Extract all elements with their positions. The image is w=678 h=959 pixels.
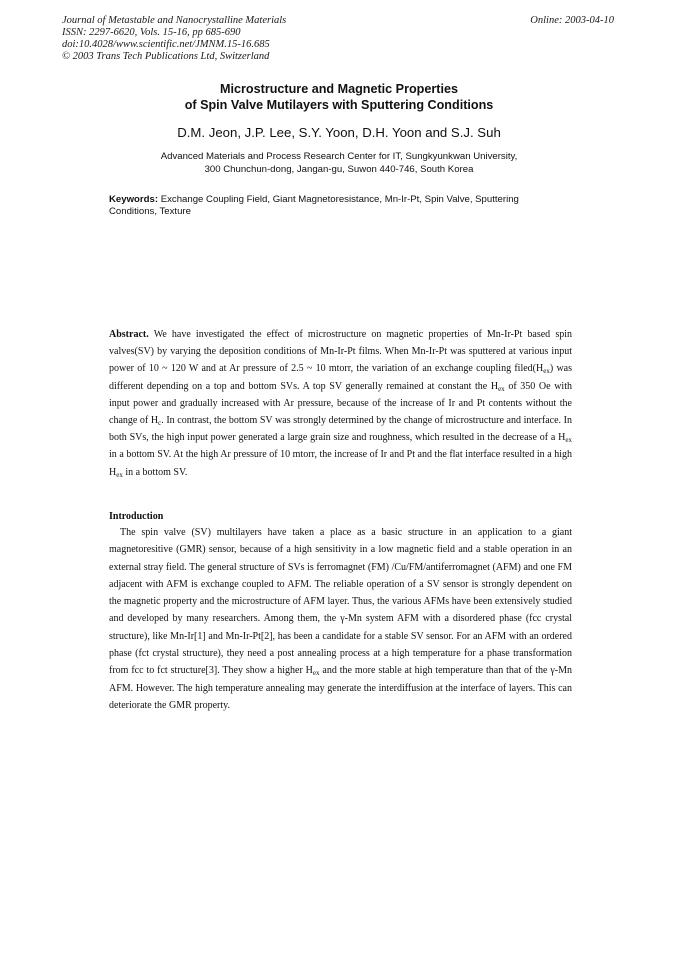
subscript-ex: ex [498,384,505,393]
abstract-text-4: . In contrast, the bottom SV was strongly determined by the change of microstructure and interface. In both SVs, the high input power generated a large grain size and roughness, which resulted in the decrease of a H [109,415,572,444]
copyright-line: © 2003 Trans Tech Publications Ltd, Switzerland [62,51,270,62]
paper-title [0,82,678,113]
introduction-body [109,524,572,714]
keywords [109,194,569,219]
affiliation [0,151,678,176]
author-list: D.M. Jeon, J.P. Lee, S.Y. Yoon, D.H. Yoon and S.J. Suh [177,125,501,140]
abstract-text-3: of 350 Oe with input power and gradually increased with Ar pressure, because of the increase of Ir and Pt contents without the change of H [109,380,572,427]
abstract-text-5: in a bottom SV. At the high Ar pressure of 10 mtorr, the increase of Ir and Pt and the flat interface resulted in a high H [109,449,572,478]
abstract-text-2: ) was different depending on a top and bottom SVs. A top SV generally remained at constant the H [109,363,572,392]
affiliation-line-1: Advanced Materials and Process Research Center for IT, Sungkyunkwan University, [160,151,518,162]
affiliation-line-2: 300 Chunchun-dong, Jangan-gu, Suwon 440-746, South Korea [204,163,474,175]
intro-text-2: and the more stable at high temperature than that of the γ-Mn AFM. However. The high temperature annealing may generate the interdiffusion at the interface of layers. This can deteriorate the GMR property. [109,665,572,711]
title-line-1: Microstructure and Magnetic Properties [220,82,458,96]
keywords-text: Exchange Coupling Field, Giant Magnetoresistance, Mn-Ir-Pt, Spin Valve, Sputtering Conditions, Texture [109,194,519,218]
issn-line: ISSN: 2297-6620, Vols. 15-16, pp 685-690 [62,27,241,38]
intro-text-1: The spin valve (SV) multilayers have taken a place as a basic structure in an application to a giant magnetoresitive (GMR) sensor, because of a high sensitivity in a low magnetic field and a stable operation in an external stray field. The general structure of SVs is ferromagnet (FM) /Cu/FM/antiferromagnet (AFM) and one FM adjacent with AFM is exchange coupled to AFM. The reliable operation of a SV sensor is strongly dependent on the magnetic property and the microstructure of AFM layer. Thus, the various AFMs have been extensively studied and developed by many researchers. Among them, the γ-Mn system AFM with a disordered phase (fcc crystal structure), like Mn-Ir[1] and Mn-Ir-Pt[2], has been a candidate for a stable SV sensor. For an AFM with an ordered phase (fct crystal structure), they need a post annealing process at a high temperature for a phase transformation from fcc to fct structure[3]. They show a higher H [109,527,572,677]
subscript-ex: ex [116,470,123,479]
abstract-text-6: in a bottom SV. [122,466,188,478]
section-heading-introduction: Introduction [109,511,164,522]
journal-name: Journal of Metastable and Nanocrystalline Materials [62,15,287,26]
journal-header [62,15,482,63]
online-date: Online: 2003-04-10 [530,15,614,26]
title-line-2: of Spin Valve Mutilayers with Sputtering Conditions [184,97,494,112]
abstract-label: Abstract. [109,329,149,340]
doi-link[interactable]: doi:10.4028/www.scientific.net/JMNM.15-16.685 [62,39,270,50]
subscript-c: c [158,419,162,428]
subscript-ex: ex [312,669,320,678]
abstract [109,326,572,481]
keywords-label: Keywords: [109,194,159,205]
subscript-ex: ex [565,436,572,445]
subscript-ex: ex [543,367,550,376]
abstract-text-1: We have investigated the effect of microstructure on magnetic properties of Mn-Ir-Pt based spin valves(SV) by varying the deposition conditions of Mn-Ir-Pt films. When Mn-Ir-Pt was sputtered at various input power of 10 ~ 120 W and at Ar pressure of 2.5 ~ 10 mtorr, the variation of an exchange coupling filed(H [109,329,572,375]
